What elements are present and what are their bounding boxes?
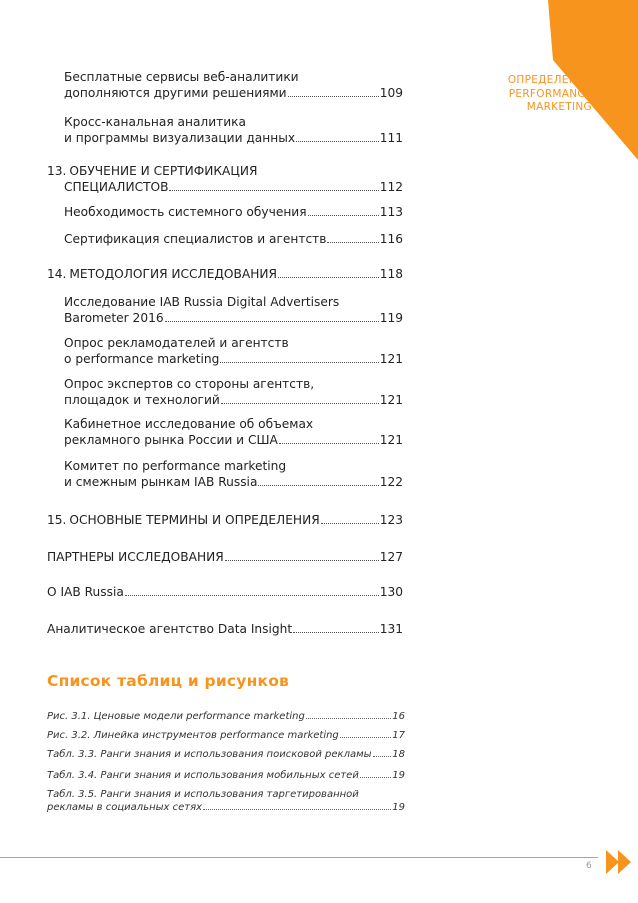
toc-page-number: 121 (379, 351, 403, 366)
toc-page-number: 121 (379, 432, 403, 447)
dot-leader (293, 622, 379, 633)
toc-entry[interactable] (47, 459, 403, 490)
toc-entry[interactable] (47, 205, 403, 221)
toc-page-number: 127 (379, 550, 403, 564)
toc-entry[interactable] (47, 513, 403, 529)
dot-leader (169, 180, 378, 191)
toc-page-number: 109 (379, 85, 403, 100)
section-label-line: ОПРЕДЕЛЕНИЕ (507, 74, 592, 86)
toc-entry[interactable] (47, 164, 403, 195)
figure-entry-text: Табл. 3.3. Ранги знания и использования поисковой рекламы (47, 749, 372, 760)
toc-entry[interactable] (47, 232, 403, 248)
figure-entry[interactable] (47, 710, 405, 723)
toc-entry-text: МЕТОДОЛОГИЯ ИССЛЕДОВАНИЯ (69, 267, 277, 281)
toc-entry-text: Аналитическое агентство Data Insight (47, 622, 293, 636)
toc-page-number: 119 (379, 310, 403, 325)
toc-page-number: 122 (379, 474, 403, 489)
dot-leader (258, 475, 378, 486)
toc-entry-text: и смежным рынкам IAB Russia (64, 474, 258, 489)
toc-entry-text: площадок и технологий (64, 392, 220, 407)
toc-entry-text: Кросс-канальная аналитика (64, 115, 246, 129)
dot-leader (165, 311, 379, 322)
figure-entry[interactable] (47, 748, 405, 761)
dot-leader (220, 352, 378, 363)
toc-entry-text: Сертификация специалистов и агентств (64, 232, 327, 246)
toc-page-number: 116 (379, 232, 403, 246)
figure-page-number: 19 (392, 770, 405, 781)
dot-leader (373, 748, 392, 757)
toc-entry-text: О IAB Russia (47, 585, 124, 599)
toc-entry-text: Необходимость системного обучения (64, 205, 307, 219)
dot-leader (321, 513, 379, 524)
toc-entry[interactable] (47, 585, 403, 601)
figure-entry-text: Рис. 3.2. Линейка инструментов performance marketing (47, 730, 339, 741)
toc-entry-text: Исследование IAB Russia Digital Advertisers (64, 295, 340, 309)
figure-entry-text: рекламы в социальных сетях (47, 802, 203, 813)
toc-page-number: 113 (379, 205, 403, 219)
toc-entry-text: Кабинетное исследование об объемах (64, 417, 314, 431)
toc-page-number: 118 (379, 267, 403, 281)
section-label-line: MARKETING (526, 101, 592, 113)
footer-divider (0, 857, 598, 858)
toc-page-number: 112 (379, 179, 403, 194)
toc-entry-text: ОСНОВНЫЕ ТЕРМИНЫ И ОПРЕДЕЛЕНИЯ (69, 513, 320, 527)
figure-entry[interactable] (47, 788, 405, 814)
dot-leader (221, 393, 379, 404)
toc-entry-text: Опрос рекламодателей и агентств (64, 336, 289, 350)
dot-leader (296, 131, 379, 142)
dot-leader (288, 86, 379, 97)
dot-leader (203, 801, 391, 810)
figure-entry[interactable] (47, 769, 405, 782)
dot-leader (340, 729, 391, 738)
toc-entry-number: 15. (47, 513, 67, 527)
dot-leader (125, 585, 379, 596)
dot-leader (225, 550, 379, 561)
figure-page-number: 17 (392, 730, 405, 741)
figure-entry[interactable] (47, 729, 405, 742)
toc-page-number: 123 (379, 513, 403, 527)
dot-leader (278, 267, 379, 278)
dot-leader (306, 710, 391, 719)
toc-entry[interactable] (47, 115, 403, 146)
toc-entry-text: Комитет по performance marketing (64, 459, 287, 473)
next-page-button[interactable] (606, 847, 638, 881)
toc-entry[interactable] (47, 377, 403, 408)
toc-page-number: 130 (379, 585, 403, 599)
figure-entry-text: Табл. 3.5. Ранги знания и использования таргетированной (47, 789, 359, 800)
figure-page-number: 19 (392, 802, 405, 813)
page-number: 6 (586, 861, 592, 871)
toc-page-number: 111 (379, 130, 403, 145)
toc-entry-text: СПЕЦИАЛИСТОВ (64, 179, 169, 194)
figures-list-title: Список таблиц и рисунков (47, 672, 290, 690)
toc-entry-number: 14. (47, 267, 67, 281)
toc-entry[interactable] (47, 417, 403, 448)
toc-page-number: 121 (379, 392, 403, 407)
double-chevron-right-icon (606, 847, 638, 877)
toc-entry-text: Barometer 2016 (64, 310, 164, 325)
toc-entry-text: дополняются другими решениями (64, 85, 287, 100)
toc-entry-number: 13. (47, 164, 67, 178)
toc-entry-text: о performance marketing (64, 351, 220, 366)
toc-entry[interactable] (47, 550, 403, 566)
toc-entry-text: ОБУЧЕНИЕ И СЕРТИФИКАЦИЯ (69, 164, 258, 178)
figure-entry-text: Рис. 3.1. Ценовые модели performance marketing (47, 711, 305, 722)
section-label-line: PERFORMANCE (508, 87, 592, 100)
toc-entry[interactable] (47, 295, 403, 326)
figure-page-number: 16 (392, 711, 405, 722)
toc-page-number: 131 (379, 622, 403, 636)
toc-entry[interactable] (47, 267, 403, 283)
figure-entry-text: Табл. 3.4. Ранги знания и использования мобильных сетей (47, 770, 359, 781)
toc-entry[interactable] (47, 70, 403, 101)
dot-leader (279, 433, 379, 444)
toc-entry-text: ПАРТНЕРЫ ИССЛЕДОВАНИЯ (47, 550, 224, 564)
dot-leader (308, 205, 379, 216)
section-label (508, 74, 592, 115)
dot-leader (327, 232, 378, 243)
toc-entry[interactable] (47, 622, 403, 638)
toc-entry-text: и программы визуализации данных (64, 130, 296, 145)
dot-leader (360, 769, 391, 778)
figure-page-number: 18 (392, 749, 405, 760)
toc-entry-text: Бесплатные сервисы веб-аналитики (64, 70, 299, 84)
toc-entry-text: рекламного рынка России и США (64, 432, 278, 447)
toc-entry-text: Опрос экспертов со стороны агентств, (64, 377, 315, 391)
toc-entry[interactable] (47, 336, 403, 367)
